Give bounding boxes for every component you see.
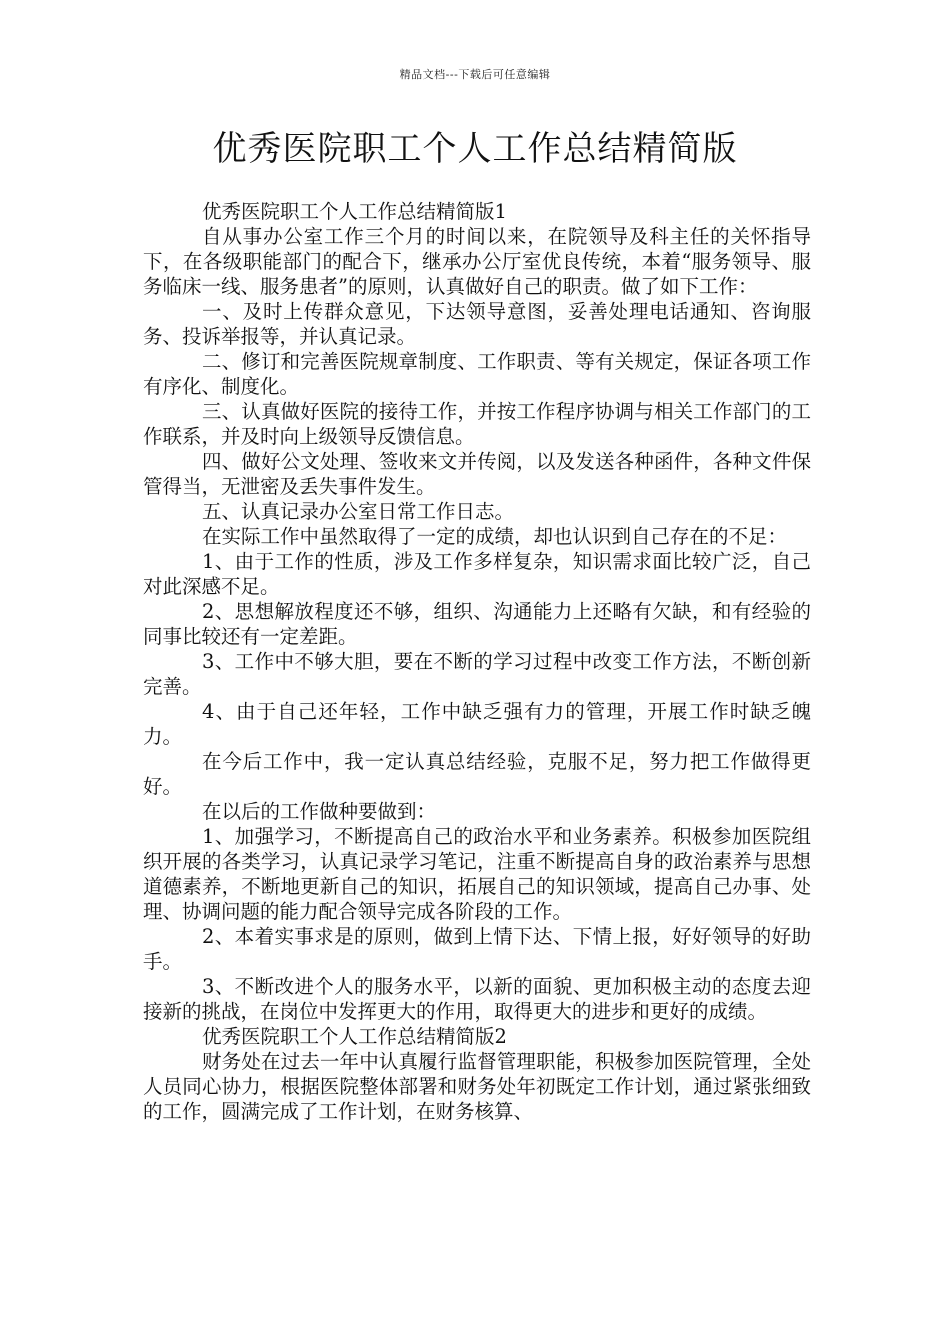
paragraph-item-2: 二、修订和完善医院规章制度、工作职责、等有关规定，保证各项工作有序化、制度化。 [143,350,811,398]
paragraph-shortcoming-1: 1、由于工作的性质，涉及工作多样复杂，知识需求面比较广泛，自己对此深感不足。 [143,550,811,598]
paragraph-item-3: 三、认真做好医院的接待工作，并按工作程序协调与相关工作部门的工作联系，并及时向上级领导反馈信息。 [143,400,811,448]
paragraph-plan-2: 2、本着实事求是的原则，做到上情下达、下情上报，好好领导的好助手。 [143,925,811,973]
paragraph-item-1: 一、及时上传群众意见，下达领导意图，妥善处理电话通知、咨询服务、投诉举报等，并认真记录。 [143,300,811,348]
document-body [143,199,811,1124]
paragraph-plan-3: 3、不断改进个人的服务水平，以新的面貌、更加积极主动的态度去迎接新的挑战，在岗位中发挥更大的作用，取得更大的进步和更好的成绩。 [143,975,811,1023]
paragraph-plan-intro: 在以后的工作做种要做到： [202,800,437,823]
paragraph-shortcoming-2: 2、思想解放程度还不够，组织、沟通能力上还略有欠缺，和有经验的同事比较还有一定差距。 [143,600,811,648]
section-heading-2: 优秀医院职工个人工作总结精简版2 [202,1025,507,1048]
paragraph-shortcomings-intro: 在实际工作中虽然取得了一定的成绩，却也认识到自己存在的不足： [202,525,788,548]
paragraph-shortcoming-4: 4、由于自己还年轻，工作中缺乏强有力的管理，开展工作时缺乏魄力。 [143,700,811,748]
section-heading-1: 优秀医院职工个人工作总结精简版1 [202,200,507,223]
page-header-note: 精品文档---下载后可任意编辑 [399,68,551,81]
paragraph-item-5: 五、认真记录办公室日常工作日志。 [202,500,515,523]
paragraph-item-4: 四、做好公文处理、签收来文并传阅，以及发送各种函件，各种文件保管得当，无泄密及丢失事件发生。 [143,450,811,498]
paragraph-plan-1: 1、加强学习，不断提高自己的政治水平和业务素养。积极参加医院组织开展的各类学习，认真记录学习笔记，注重不断提高自身的政治素养与思想道德素养，不断地更新自己的知识，拓展自己的知识领域，提高自己办事、处理、协调问题的能力配合领导完成各阶段的工作。 [143,825,811,923]
paragraph-intro: 自从事办公室工作三个月的时间以来，在院领导及科主任的关怀指导下，在各级职能部门的配合下，继承办公厅室优良传统，本着“服务领导、服务临床一线、服务患者”的原则，认真做好自己的职责。做了如下工作： [143,225,811,298]
paragraph-shortcoming-3: 3、工作中不够大胆，要在不断的学习过程中改变工作方法，不断创新完善。 [143,650,811,698]
paragraph-finance: 财务处在过去一年中认真履行监督管理职能，积极参加医院管理，全处人员同心协力，根据医院整体部署和财务处年初既定工作计划，通过紧张细致的工作，圆满完成了工作计划，在财务核算、 [143,1050,811,1123]
document-title: 优秀医院职工个人工作总结精简版 [212,129,738,169]
paragraph-future: 在今后工作中，我一定认真总结经验，克服不足，努力把工作做得更好。 [143,750,811,798]
